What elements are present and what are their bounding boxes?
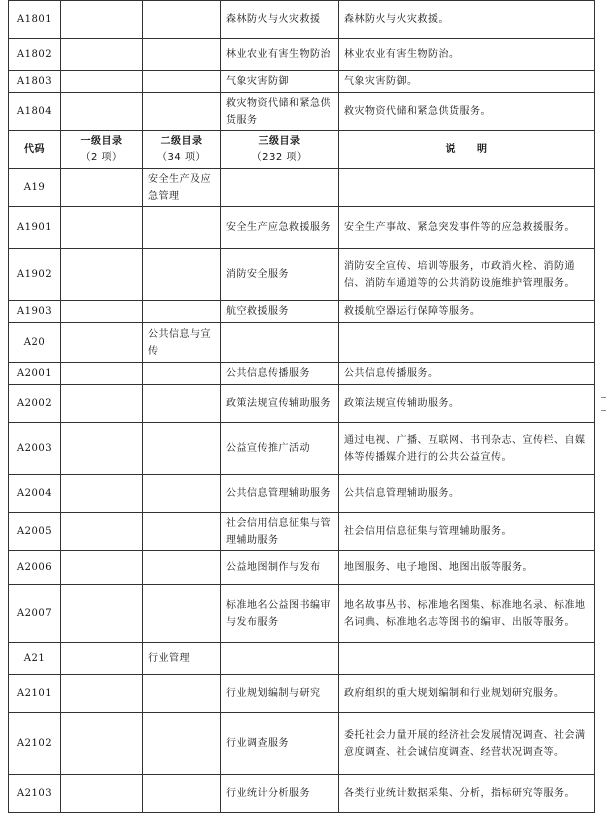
catalog-header — [9, 131, 595, 169]
level3-cell: 森林防火与火灾救援 — [221, 1, 339, 39]
table-row — [9, 249, 595, 301]
level3-cell: 安全生产应急救援服务 — [221, 207, 339, 249]
description-cell: 地名故事丛书、标准地名图集、标准地名录、标准地名词典、标准地名志等图书的编审、出版等服务。 — [339, 585, 595, 643]
table-row — [9, 551, 595, 585]
level3-cell: 救灾物资代储和紧急供货服务 — [221, 93, 339, 131]
level1-cell — [61, 385, 143, 423]
level1-cell — [61, 323, 143, 363]
code-cell: A19 — [9, 169, 61, 207]
code-cell: A20 — [9, 323, 61, 363]
description-cell: 政策法规宣传辅助服务。 — [339, 385, 595, 423]
code-cell: A2002 — [9, 385, 61, 423]
code-cell: A1903 — [9, 301, 61, 323]
level3-cell: 行业调查服务 — [221, 713, 339, 775]
table-row — [9, 475, 595, 513]
code-cell: A2102 — [9, 713, 61, 775]
level2-cell — [143, 363, 221, 385]
level3-cell: 政策法规宣传辅助服务 — [221, 385, 339, 423]
level3-cell: 公共信息管理辅助服务 — [221, 475, 339, 513]
table-row — [9, 93, 595, 131]
level2-cell: 公共信息与宣传 — [143, 323, 221, 363]
level1-cell — [61, 513, 143, 551]
level1-cell — [61, 301, 143, 323]
level1-cell — [61, 1, 143, 39]
level2-cell — [143, 775, 221, 813]
code-cell: A1804 — [9, 93, 61, 131]
level1-cell — [61, 169, 143, 207]
level2-cell — [143, 551, 221, 585]
level1-cell — [61, 713, 143, 775]
level3-cell: 行业规划编制与研究 — [221, 675, 339, 713]
level2-cell — [143, 71, 221, 93]
level2-cell — [143, 93, 221, 131]
table-row — [9, 423, 595, 475]
level3-cell: 公共信息传播服务 — [221, 363, 339, 385]
level3-cell: 公益宣传推广活动 — [221, 423, 339, 475]
description-cell: 公共信息管理辅助服务。 — [339, 475, 595, 513]
description-cell — [339, 169, 595, 207]
level1-cell — [61, 207, 143, 249]
header-level2-count: （34 项） — [157, 151, 206, 163]
description-cell: 委托社会力量开展的经济社会发展情况调查、社会满意度调查、社会诚信度调查、经营状况调查等。 — [339, 713, 595, 775]
header-level2 — [143, 131, 221, 169]
level3-cell: 公益地图制作与发布 — [221, 551, 339, 585]
table-row — [9, 713, 595, 775]
level2-cell — [143, 249, 221, 301]
level1-cell — [61, 93, 143, 131]
level2-cell — [143, 207, 221, 249]
level2-cell — [143, 713, 221, 775]
table-row — [9, 643, 595, 675]
level2-cell — [143, 513, 221, 551]
level2-cell — [143, 475, 221, 513]
level1-cell — [61, 775, 143, 813]
level2-cell — [143, 301, 221, 323]
header-level2-title: 二级目录 — [160, 135, 203, 147]
code-cell: A2103 — [9, 775, 61, 813]
description-cell: 林业农业有害生物防治。 — [339, 39, 595, 71]
level1-cell — [61, 363, 143, 385]
catalog-body-top — [9, 1, 595, 131]
code-cell: A1803 — [9, 71, 61, 93]
description-cell: 通过电视、广播、互联网、书刊杂志、宣传栏、自媒体等传播媒介进行的公共公益宣传。 — [339, 423, 595, 475]
code-cell: A2101 — [9, 675, 61, 713]
level3-cell: 标准地名公益图书编审与发布服务 — [221, 585, 339, 643]
table-row — [9, 675, 595, 713]
code-cell: A2004 — [9, 475, 61, 513]
table-row — [9, 323, 595, 363]
description-cell: 安全生产事故、紧急突发事件等的应急救援服务。 — [339, 207, 595, 249]
level1-cell — [61, 71, 143, 93]
header-code: 代码 — [9, 131, 61, 169]
description-cell: 气象灾害防御。 — [339, 71, 595, 93]
table-row — [9, 39, 595, 71]
level3-cell — [221, 323, 339, 363]
header-row — [9, 131, 595, 169]
description-cell: 救援航空器运行保障等服务。 — [339, 301, 595, 323]
level3-cell — [221, 169, 339, 207]
level1-cell — [61, 475, 143, 513]
code-cell: A21 — [9, 643, 61, 675]
header-level1 — [61, 131, 143, 169]
description-cell: 各类行业统计数据采集、分析，指标研究等服务。 — [339, 775, 595, 813]
level1-cell — [61, 675, 143, 713]
table-row — [9, 71, 595, 93]
level1-cell — [61, 585, 143, 643]
table-row — [9, 169, 595, 207]
description-cell — [339, 323, 595, 363]
level3-cell: 社会信用信息征集与管理辅助服务 — [221, 513, 339, 551]
description-cell: 政府组织的重大规划编制和行业规划研究服务。 — [339, 675, 595, 713]
table-row — [9, 301, 595, 323]
level1-cell — [61, 423, 143, 475]
table-row — [9, 585, 595, 643]
code-cell: A1902 — [9, 249, 61, 301]
level3-cell: 气象灾害防御 — [221, 71, 339, 93]
description-cell: 地图服务、电子地图、地图出版等服务。 — [339, 551, 595, 585]
code-cell: A2005 — [9, 513, 61, 551]
code-cell: A2007 — [9, 585, 61, 643]
level3-cell — [221, 643, 339, 675]
code-cell: A2006 — [9, 551, 61, 585]
table-row — [9, 363, 595, 385]
level3-cell: 航空救援服务 — [221, 301, 339, 323]
level2-cell: 安全生产及应急管理 — [143, 169, 221, 207]
description-cell: 社会信用信息征集与管理辅助服务。 — [339, 513, 595, 551]
level2-cell — [143, 585, 221, 643]
header-level1-count: （2 项） — [80, 151, 123, 163]
table-row — [9, 385, 595, 423]
code-cell: A1802 — [9, 39, 61, 71]
level1-cell — [61, 39, 143, 71]
level1-cell — [61, 551, 143, 585]
table-row — [9, 1, 595, 39]
header-level3-count: （232 项） — [251, 151, 308, 163]
table-row — [9, 775, 595, 813]
header-desc: 说 明 — [339, 131, 595, 169]
level2-cell — [143, 39, 221, 71]
level1-cell — [61, 643, 143, 675]
table-row — [9, 207, 595, 249]
description-cell — [339, 643, 595, 675]
level2-cell: 行业管理 — [143, 643, 221, 675]
code-cell: A1801 — [9, 1, 61, 39]
page-edge-marker — [601, 397, 606, 411]
level3-cell: 行业统计分析服务 — [221, 775, 339, 813]
level2-cell — [143, 385, 221, 423]
code-cell: A2001 — [9, 363, 61, 385]
service-catalog-table — [8, 0, 595, 813]
header-level1-title: 一级目录 — [80, 135, 123, 147]
level2-cell — [143, 675, 221, 713]
description-cell: 救灾物资代储和紧急供货服务。 — [339, 93, 595, 131]
level3-cell: 消防安全服务 — [221, 249, 339, 301]
description-cell: 消防安全宣传、培训等服务，市政消火栓、消防通信、消防车通道等的公共消防设施维护管理服务。 — [339, 249, 595, 301]
code-cell: A2003 — [9, 423, 61, 475]
level1-cell — [61, 249, 143, 301]
description-cell: 公共信息传播服务。 — [339, 363, 595, 385]
catalog-body-bottom — [9, 169, 595, 813]
level2-cell — [143, 1, 221, 39]
level2-cell — [143, 423, 221, 475]
header-level3 — [221, 131, 339, 169]
level3-cell: 林业农业有害生物防治 — [221, 39, 339, 71]
description-cell: 森林防火与火灾救援。 — [339, 1, 595, 39]
code-cell: A1901 — [9, 207, 61, 249]
header-level3-title: 三级目录 — [258, 135, 301, 147]
table-row — [9, 513, 595, 551]
